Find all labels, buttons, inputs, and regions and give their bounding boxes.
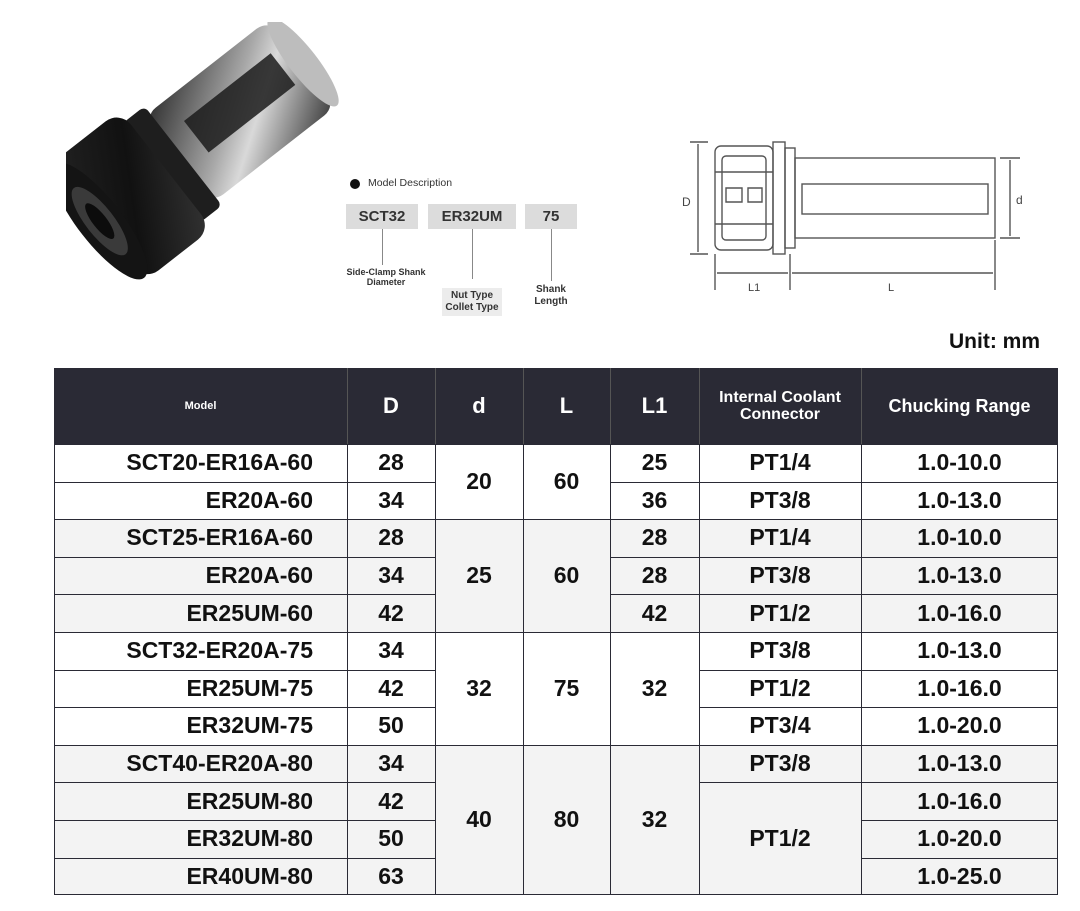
- model-cell: ER32UM-75: [186, 712, 313, 739]
- grid-line: [54, 782, 347, 783]
- L1-cell: 28: [641, 562, 668, 589]
- grid-line: [610, 444, 699, 445]
- model-part-length: 75: [525, 204, 577, 229]
- grid-line: [523, 444, 524, 895]
- header-chucking: Chucking Range: [861, 368, 1058, 444]
- L1-cell: 42: [641, 599, 668, 626]
- model-cell: ER20A-60: [205, 486, 313, 513]
- d-cell: 32: [466, 674, 492, 701]
- grid-line: [699, 707, 861, 708]
- chucking-cell: 1.0-16.0: [917, 787, 1002, 814]
- connector-line: [472, 229, 473, 279]
- label-shank-length: Shank Length: [534, 284, 568, 307]
- label-shank-diameter: Side-Clamp Shank Diameter: [346, 267, 426, 287]
- model-cell: SCT40-ER20A-80: [126, 750, 313, 777]
- grid-line: [861, 444, 1058, 445]
- grid-line: [54, 557, 347, 558]
- header-L1: L1: [610, 368, 699, 444]
- grid-line: [54, 670, 347, 671]
- chucking-cell: 1.0-13.0: [917, 750, 1002, 777]
- grid-line: [435, 444, 523, 445]
- grid-line: [699, 594, 861, 595]
- grid-line: [610, 482, 699, 483]
- header-divider: [435, 368, 436, 444]
- chucking-cell: 1.0-20.0: [917, 712, 1002, 739]
- grid-line: [861, 594, 1058, 595]
- L-cell: 60: [553, 468, 580, 495]
- chucking-cell: 1.0-10.0: [917, 524, 1002, 551]
- coolant-cell: PT3/8: [749, 750, 811, 777]
- L1-cell: 28: [641, 524, 668, 551]
- grid-line: [610, 444, 611, 895]
- L1-cell: 32: [641, 806, 668, 833]
- coolant-cell: PT1/4: [749, 449, 811, 476]
- L1-cell: 36: [641, 486, 668, 513]
- header-L: L: [523, 368, 610, 444]
- label-L: L: [888, 282, 895, 294]
- label-D: D: [682, 195, 691, 209]
- chucking-cell: 1.0-25.0: [917, 862, 1002, 889]
- grid-line: [523, 745, 610, 746]
- d-cell: 20: [466, 468, 492, 495]
- grid-line: [347, 594, 435, 595]
- grid-line: [861, 782, 1058, 783]
- grid-line: [699, 557, 861, 558]
- label-d: d: [1016, 193, 1023, 207]
- grid-line: [523, 632, 610, 633]
- chucking-cell: 1.0-13.0: [917, 562, 1002, 589]
- chucking-cell: 1.0-16.0: [917, 599, 1002, 626]
- grid-line: [347, 444, 435, 445]
- grid-line: [610, 745, 699, 746]
- grid-line: [347, 482, 435, 483]
- connector-line: [382, 229, 383, 265]
- grid-line: [54, 820, 347, 821]
- coolant-cell: PT3/8: [749, 637, 811, 664]
- d-cell: 25: [466, 562, 492, 589]
- grid-line: [54, 444, 55, 895]
- grid-line: [861, 670, 1058, 671]
- chucking-cell: 1.0-16.0: [917, 674, 1002, 701]
- grid-line: [435, 745, 523, 746]
- L1-cell: 25: [641, 449, 668, 476]
- grid-line: [1057, 444, 1058, 895]
- grid-line: [54, 707, 347, 708]
- grid-line: [861, 557, 1058, 558]
- D-cell: 42: [378, 787, 404, 814]
- header-divider: [523, 368, 524, 444]
- D-cell: 63: [378, 862, 404, 889]
- grid-line: [54, 482, 347, 483]
- model-cell: SCT25-ER16A-60: [126, 524, 313, 551]
- grid-line: [347, 632, 435, 633]
- D-cell: 28: [378, 449, 404, 476]
- label-L1: L1: [748, 282, 761, 294]
- grid-line: [861, 858, 1058, 859]
- model-cell: ER40UM-80: [186, 862, 313, 889]
- product-photo: [66, 22, 366, 302]
- grid-line: [523, 519, 610, 520]
- grid-line: [699, 482, 861, 483]
- D-cell: 42: [378, 674, 404, 701]
- header-divider: [699, 368, 700, 444]
- L-cell: 80: [553, 806, 580, 833]
- grid-line: [435, 632, 523, 633]
- technical-drawing: [660, 128, 1050, 300]
- grid-line: [54, 594, 347, 595]
- D-cell: 42: [378, 599, 404, 626]
- d-cell: 40: [466, 806, 492, 833]
- D-cell: 34: [378, 562, 404, 589]
- grid-line: [54, 632, 347, 633]
- grid-line: [54, 745, 347, 746]
- model-part-shank: SCT32: [346, 204, 418, 229]
- grid-line: [610, 632, 699, 633]
- grid-line: [699, 894, 861, 895]
- model-cell: ER25UM-60: [186, 599, 313, 626]
- model-cell: ER32UM-80: [186, 825, 313, 852]
- grid-line: [699, 745, 861, 746]
- L-cell: 60: [553, 562, 580, 589]
- grid-line: [347, 707, 435, 708]
- chucking-cell: 1.0-13.0: [917, 486, 1002, 513]
- header-model: Model: [54, 368, 347, 444]
- coolant-cell: PT3/4: [749, 712, 811, 739]
- chucking-cell: 1.0-20.0: [917, 825, 1002, 852]
- grid-line: [699, 670, 861, 671]
- spec-table: [54, 368, 1058, 895]
- grid-line: [699, 782, 861, 783]
- grid-line: [347, 745, 435, 746]
- grid-line: [523, 894, 610, 895]
- model-cell: ER20A-60: [205, 562, 313, 589]
- model-cell: ER25UM-75: [186, 674, 313, 701]
- coolant-cell: PT1/2: [749, 674, 811, 701]
- grid-line: [861, 444, 862, 895]
- grid-line: [699, 444, 861, 445]
- grid-line: [610, 519, 699, 520]
- model-cell: ER25UM-80: [186, 787, 313, 814]
- grid-line: [699, 444, 700, 895]
- grid-line: [54, 519, 347, 520]
- chucking-cell: 1.0-13.0: [917, 637, 1002, 664]
- coolant-cell: PT3/8: [749, 486, 811, 513]
- grid-line: [54, 444, 347, 445]
- grid-line: [610, 594, 699, 595]
- grid-line: [861, 519, 1058, 520]
- header-d: d: [435, 368, 523, 444]
- D-cell: 34: [378, 486, 404, 513]
- grid-line: [610, 894, 699, 895]
- grid-line: [699, 632, 861, 633]
- grid-line: [54, 894, 347, 895]
- grid-line: [699, 519, 861, 520]
- model-cell: SCT20-ER16A-60: [126, 449, 313, 476]
- D-cell: 28: [378, 524, 404, 551]
- grid-line: [347, 444, 348, 895]
- grid-line: [435, 444, 436, 895]
- header-divider: [347, 368, 348, 444]
- grid-line: [861, 894, 1058, 895]
- unit-label: Unit: mm: [949, 330, 1040, 353]
- D-cell: 50: [378, 712, 404, 739]
- grid-line: [861, 632, 1058, 633]
- model-description: [330, 170, 620, 330]
- label-nut-type: Nut Type Collet Type: [442, 288, 502, 316]
- grid-line: [347, 820, 435, 821]
- header-divider: [610, 368, 611, 444]
- L1-cell: 32: [641, 674, 668, 701]
- D-cell: 34: [378, 750, 404, 777]
- grid-line: [54, 858, 347, 859]
- grid-line: [861, 482, 1058, 483]
- model-cell: SCT32-ER20A-75: [126, 637, 313, 664]
- coolant-cell: PT1/2: [749, 825, 811, 852]
- grid-line: [347, 670, 435, 671]
- grid-line: [610, 557, 699, 558]
- grid-line: [523, 444, 610, 445]
- header-D: D: [347, 368, 435, 444]
- coolant-cell: PT1/2: [749, 599, 811, 626]
- grid-line: [347, 782, 435, 783]
- L-cell: 75: [553, 674, 580, 701]
- grid-line: [347, 858, 435, 859]
- header-coolant: Internal Coolant Connector: [699, 368, 861, 444]
- coolant-cell: PT3/8: [749, 562, 811, 589]
- grid-line: [347, 519, 435, 520]
- coolant-cell: PT1/4: [749, 524, 811, 551]
- grid-line: [347, 557, 435, 558]
- model-part-nut: ER32UM: [428, 204, 516, 229]
- model-description-title: Model Description: [368, 177, 453, 189]
- connector-line: [551, 229, 552, 281]
- grid-line: [861, 745, 1058, 746]
- header-divider: [861, 368, 862, 444]
- chucking-cell: 1.0-10.0: [917, 449, 1002, 476]
- D-cell: 50: [378, 825, 404, 852]
- grid-line: [347, 894, 435, 895]
- grid-line: [435, 519, 523, 520]
- grid-line: [435, 894, 523, 895]
- grid-line: [861, 707, 1058, 708]
- D-cell: 34: [378, 637, 404, 664]
- grid-line: [861, 820, 1058, 821]
